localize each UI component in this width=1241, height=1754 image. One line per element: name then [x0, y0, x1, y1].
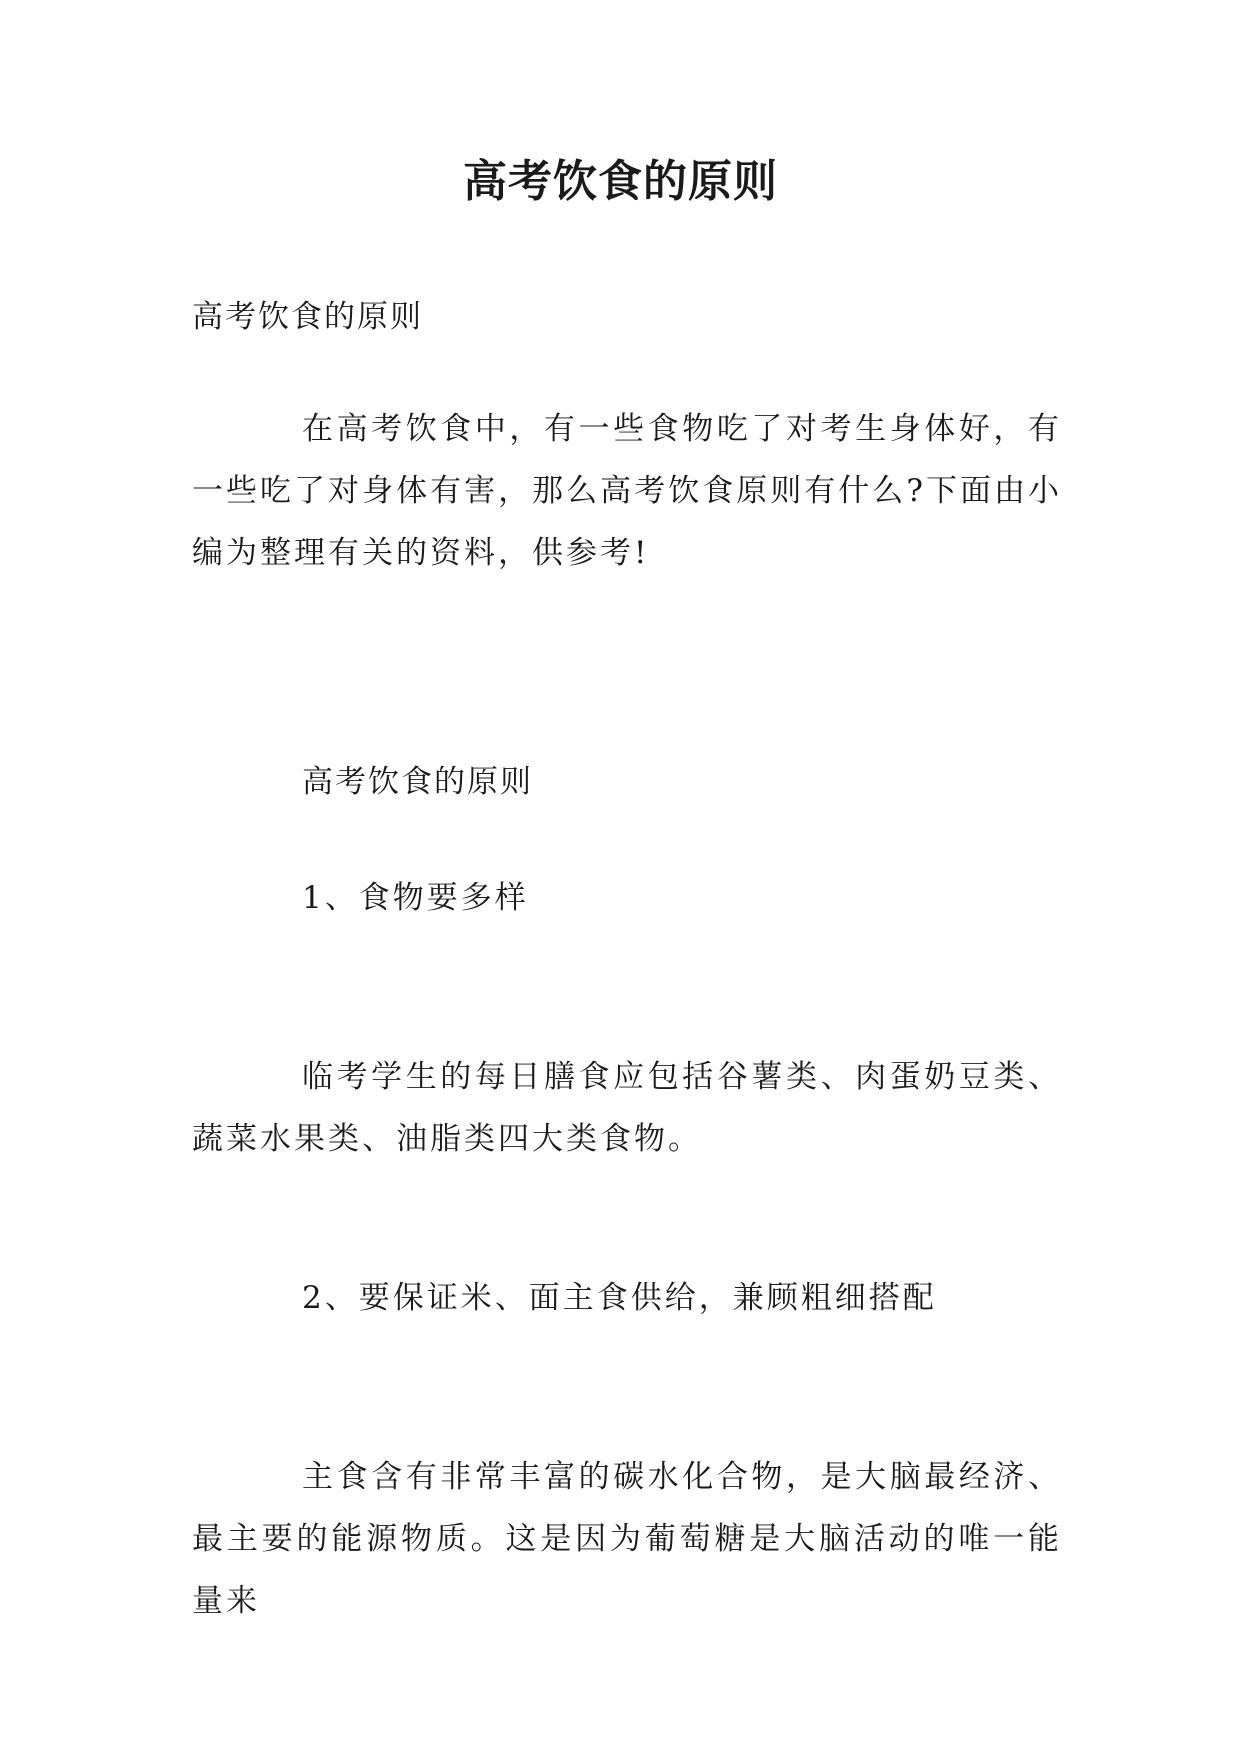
- item1-body: 临考学生的每日膳食应包括谷薯类、肉蛋奶豆类、蔬菜水果类、油脂类四大类食物。: [192, 1059, 1062, 1157]
- intro-paragraph: 在高考饮食中，有一些食物吃了对考生身体好，有一些吃了对身体有害，那么高考饮食原则有什么?下面由小编为整理有关的资料，供参考!: [192, 411, 1062, 571]
- section-heading: 高考饮食的原则: [302, 764, 533, 800]
- item1-heading: 1、食物要多样: [302, 880, 529, 916]
- item2-heading: 2、要保证米、面主食供给，兼顾粗细搭配: [302, 1280, 937, 1316]
- document-subtitle: 高考饮食的原则: [192, 299, 423, 335]
- document-title: 高考饮食的原则: [463, 156, 778, 207]
- item2-body: 主食含有非常丰富的碳水化合物，是大脑最经济、最主要的能源物质。这是因为葡萄糖是大脑活动的唯一能量来: [192, 1459, 1062, 1619]
